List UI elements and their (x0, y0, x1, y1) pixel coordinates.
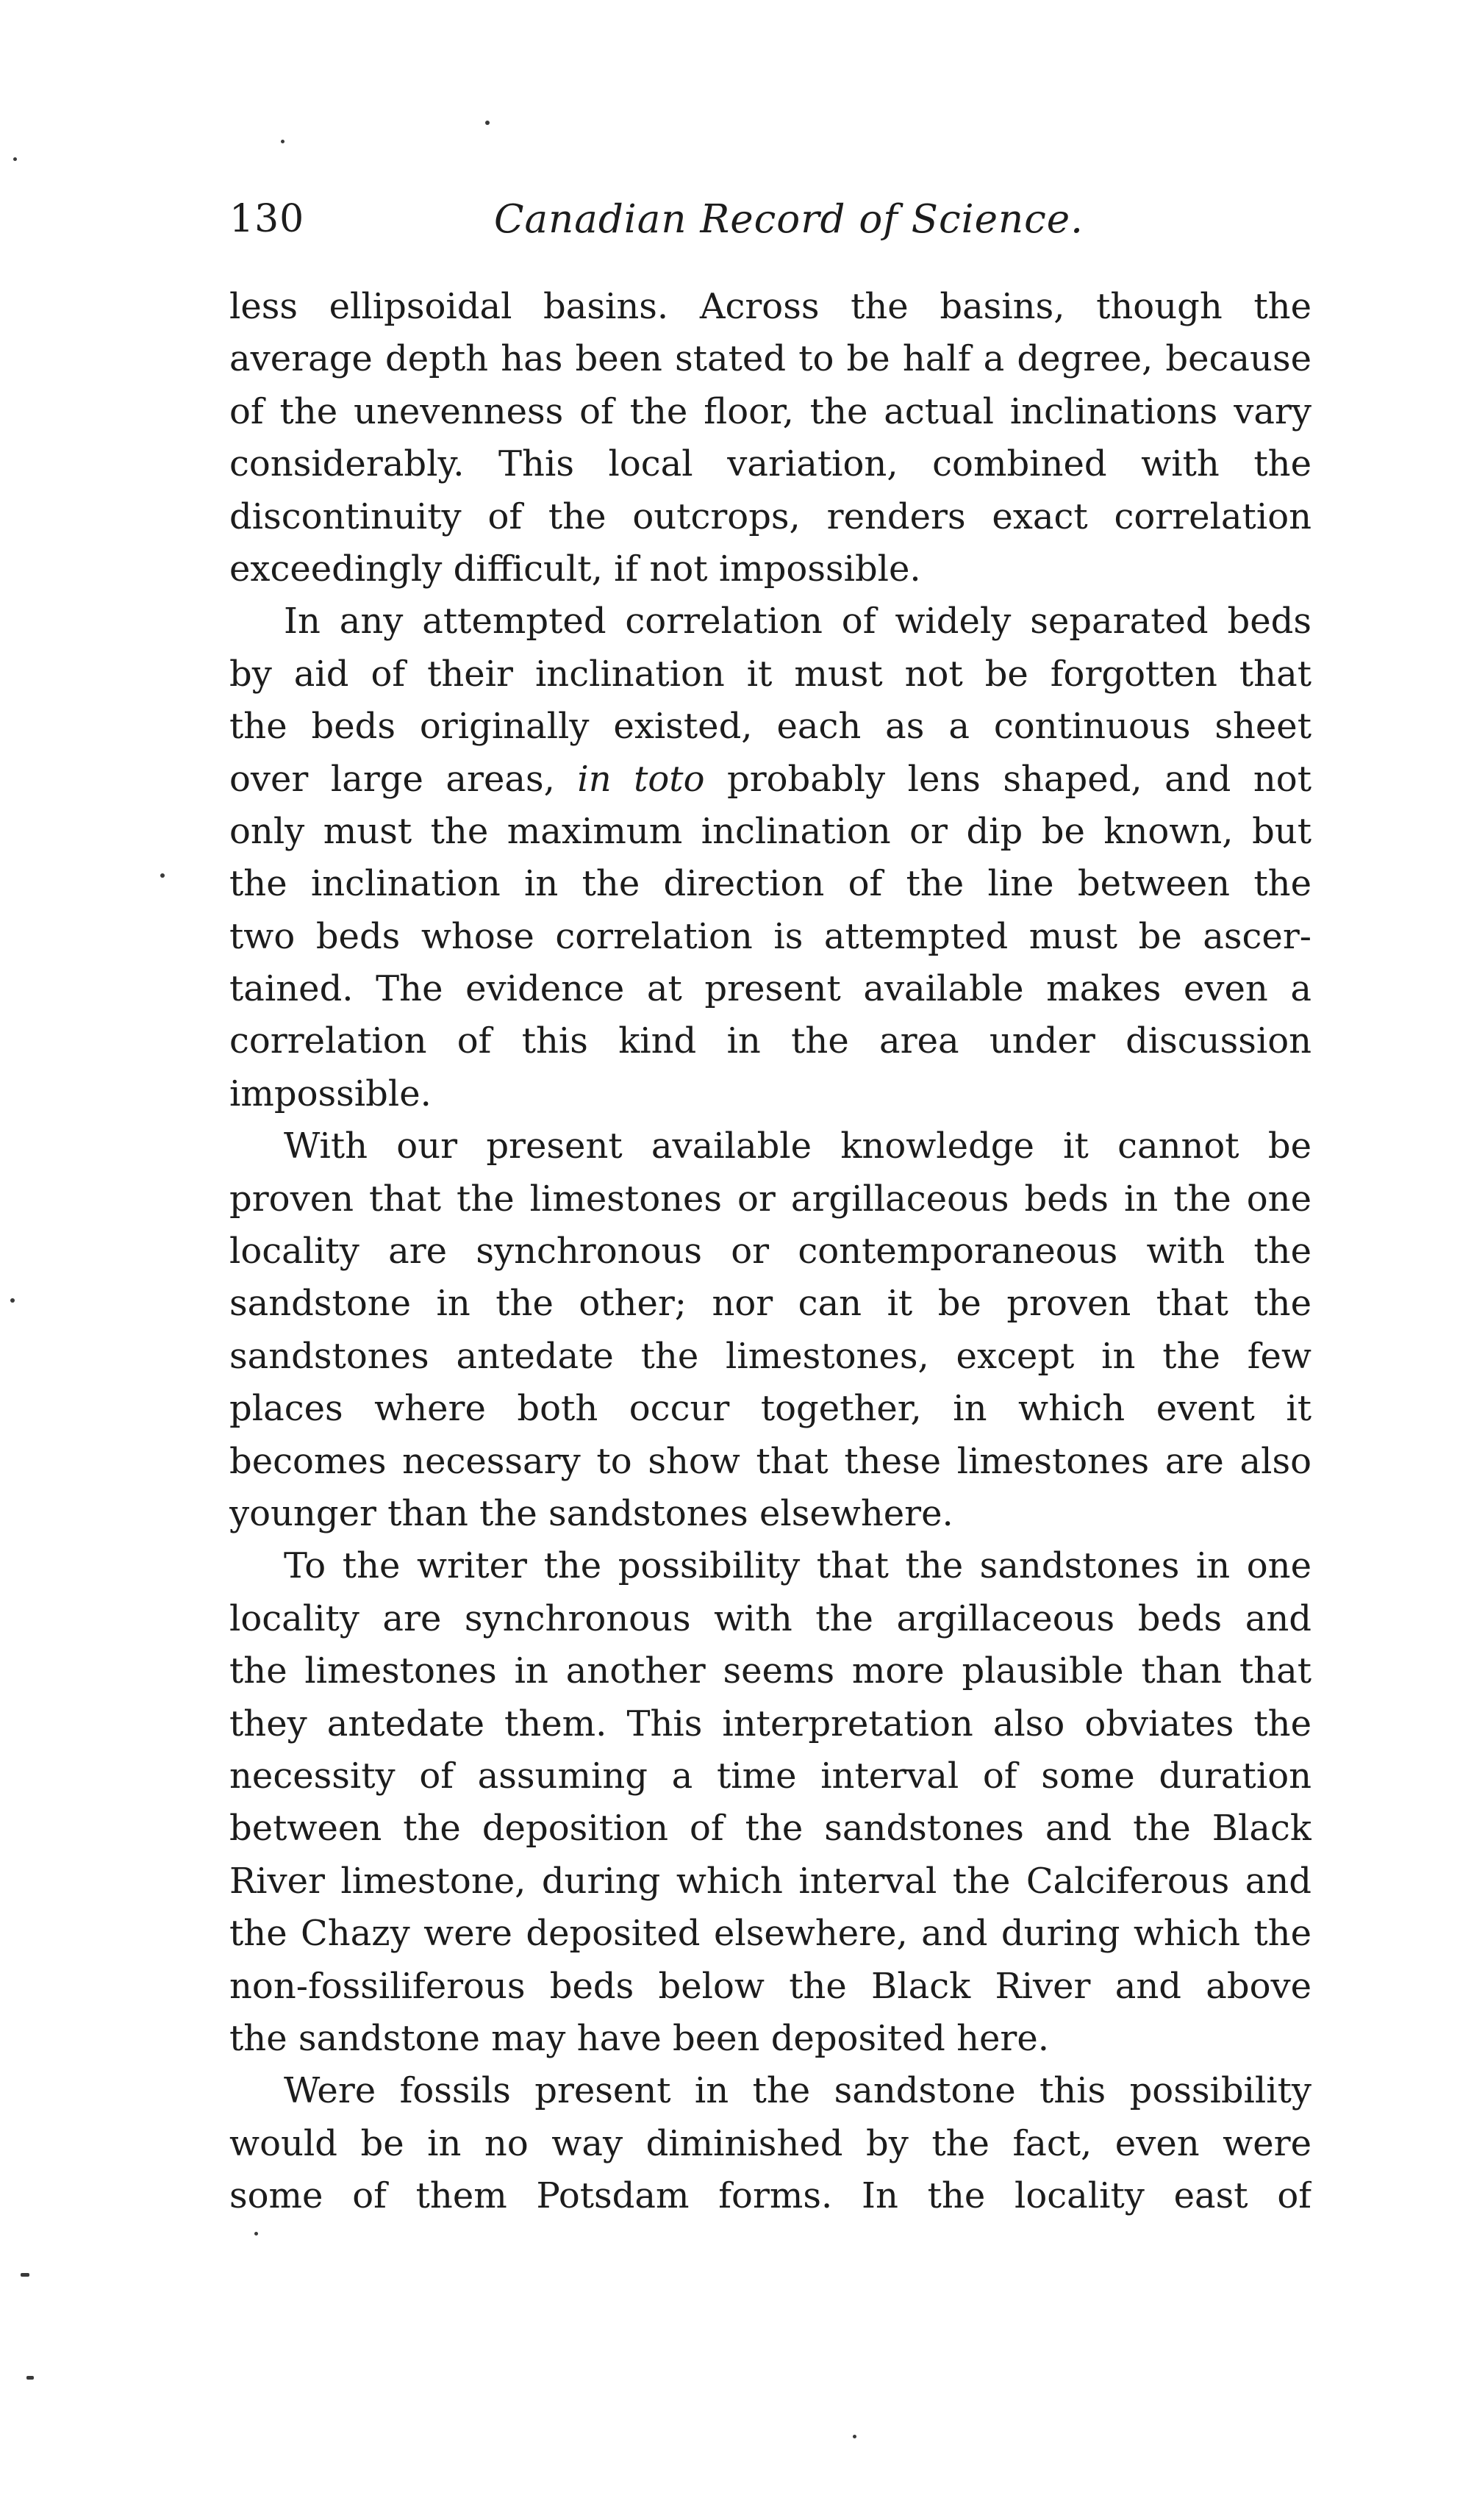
scan-speck (21, 2273, 29, 2277)
scan-speck (485, 121, 490, 125)
text-line: In any attempted correlation of widely separated beds (284, 601, 1312, 642)
scan-speck (281, 140, 285, 143)
scan-speck (13, 157, 17, 161)
text-line: sandstone in the other; nor can it be proven that the (229, 1283, 1312, 1325)
text-line: the sandstone may have been deposited here. (229, 2017, 1050, 2059)
text-line: places where both occur together, in which event it (229, 1388, 1312, 1430)
text-line: To the writer the possibility that the sandstones in one (284, 1545, 1312, 1587)
text-line: discontinuity of the outcrops, renders exact correlation (229, 495, 1312, 537)
text-line: younger than the sandstones elsewhere. (229, 1492, 953, 1534)
text-line: less ellipsoidal basins. Across the basins, though the (229, 286, 1312, 327)
text-line: average depth has been stated to be half a degree, because (229, 338, 1312, 380)
text-line: Were fossils present in the sandstone this possibility (284, 2070, 1312, 2112)
text-line: With our present available knowledge it cannot be (284, 1125, 1312, 1167)
page-number: 130 (229, 197, 305, 241)
text-line: the limestones in another seems more plausible than that (229, 1650, 1312, 1692)
text-line: over large areas, in toto probably lens shaped, and not (229, 758, 1312, 800)
text-line: by aid of their inclination it must not be forgotten that (229, 653, 1312, 695)
text-line: they antedate them. This interpretation also obviates the (229, 1703, 1312, 1744)
text-line: River limestone, during which interval the Calciferous and (229, 1860, 1312, 1902)
text-line: would be in no way diminished by the fact, even were (229, 2122, 1312, 2164)
scan-speck (26, 2376, 34, 2380)
text-line: between the deposition of the sandstones and the Black (229, 1808, 1312, 1850)
text-line: considerably. This local variation, combined with the (229, 443, 1312, 485)
text-line: non-fossiliferous beds below the Black River and above (229, 1965, 1312, 2007)
text-line: the Chazy were deposited elsewhere, and during which the (229, 1913, 1312, 1955)
page-header (229, 197, 1312, 256)
text-line: sandstones antedate the limestones, except in the few (229, 1335, 1312, 1377)
text-line: the beds originally existed, each as a continuous sheet (229, 706, 1312, 748)
text-line: locality are synchronous with the argillaceous beds and (229, 1597, 1312, 1639)
text-line: locality are synchronous or contemporaneous with the (229, 1231, 1312, 1272)
text-line: some of them Potsdam forms. In the locality east of (229, 2175, 1312, 2217)
text-line: proven that the limestones or argillaceous beds in the one (229, 1178, 1312, 1220)
scan-speck (10, 1298, 15, 1303)
text-line: exceedingly difficult, if not impossible. (229, 548, 921, 590)
scan-speck (160, 873, 165, 878)
text-line: tained. The evidence at present available makes even a (229, 968, 1312, 1010)
text-line: impossible. (229, 1073, 432, 1114)
text-line: two beds whose correlation is attempted must be ascer- (229, 915, 1312, 957)
text-line: of the unevenness of the floor, the actual inclinations vary (229, 390, 1312, 432)
scan-speck (254, 2232, 258, 2236)
italic-phrase: in toto (577, 758, 705, 800)
running-title: Canadian Record of Science. (494, 197, 1084, 242)
text-line: the inclination in the direction of the line between the (229, 863, 1312, 905)
body-text (229, 281, 1312, 2222)
text-line: only must the maximum inclination or dip be known, but (229, 810, 1312, 852)
text-line: necessity of assuming a time interval of some duration (229, 1755, 1312, 1797)
scan-speck (853, 2435, 856, 2438)
text-line: correlation of this kind in the area under discussion (229, 1020, 1312, 1062)
text-line: becomes necessary to show that these limestones are also (229, 1440, 1312, 1482)
